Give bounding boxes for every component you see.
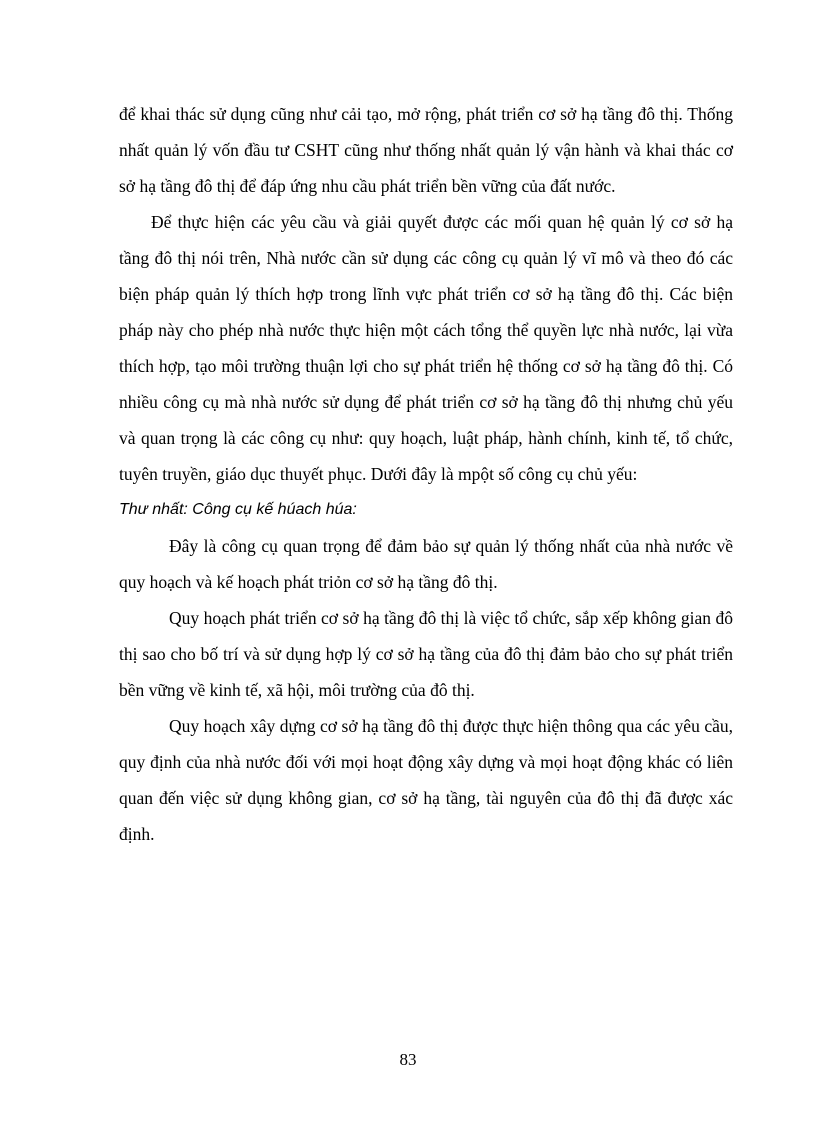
paragraph-continuation: để khai thác sử dụng cũng như cải tạo, mở rộng, phát triển cơ sở hạ tầng đô thị. Thống nhất quản lý vốn đầu tư CSHT cũng như thống nhất quản lý vận hành và khai thác cơ sở hạ tầng đô thị để đáp ứng nhu cầu phát triển bền vững của đất nước.	[119, 104, 733, 196]
document-body	[119, 96, 733, 852]
paragraph-planning-importance: Đây là công cụ quan trọng để đảm bảo sự quản lý thống nhất của nhà nước về quy hoạch và kế hoạch phát triỏn cơ sở hạ tầng đô thị.	[119, 536, 733, 592]
section-heading-planning-tool: Thư nhất: Công cụ kế húach húa:	[119, 501, 357, 518]
paragraph-management-tools: Để thực hiện các yêu cầu và giải quyết được các mối quan hệ quản lý cơ sở hạ tầng đô thị nói trên, Nhà nước cần sử dụng các công cụ quản lý vĩ mô và theo đó các biện pháp quản lý thích hợp trong lĩnh vực phát triển cơ sở hạ tầng đô thị. Các biện pháp này cho phép nhà nước thực hiện một cách tổng thể quyền lực nhà nước, lại vừa thích hợp, tạo môi trường thuận lợi cho sự phát triển hệ thống cơ sở hạ tầng đô thị. Có nhiều công cụ mà nhà nước sử dụng để phát triển cơ sở hạ tầng đô thị nhưng chủ yếu và quan trọng là các công cụ như: quy hoạch, luật pháp, hành chính, kinh tế, tổ chức, tuyên truyền, giáo dục thuyết phục. Dưới đây là mpột số công cụ chủ yếu:	[119, 212, 733, 484]
paragraph-infrastructure-planning: Quy hoạch phát triển cơ sở hạ tầng đô thị là việc tổ chức, sắp xếp không gian đô thị sao cho bố trí và sử dụng hợp lý cơ sở hạ tầng của đô thị đảm bảo cho sự phát triển bền vững về kinh tế, xã hội, môi trường của đô thị.	[119, 608, 733, 700]
paragraph-construction-planning: Quy hoạch xây dựng cơ sở hạ tầng đô thị được thực hiện thông qua các yêu cầu, quy định của nhà nước đối với mọi hoạt động xây dựng và mọi hoạt động khác có liên quan đến việc sử dụng không gian, cơ sở hạ tầng, tài nguyên của đô thị đã được xác định.	[119, 716, 733, 844]
page-number: 83	[399, 1050, 417, 1069]
